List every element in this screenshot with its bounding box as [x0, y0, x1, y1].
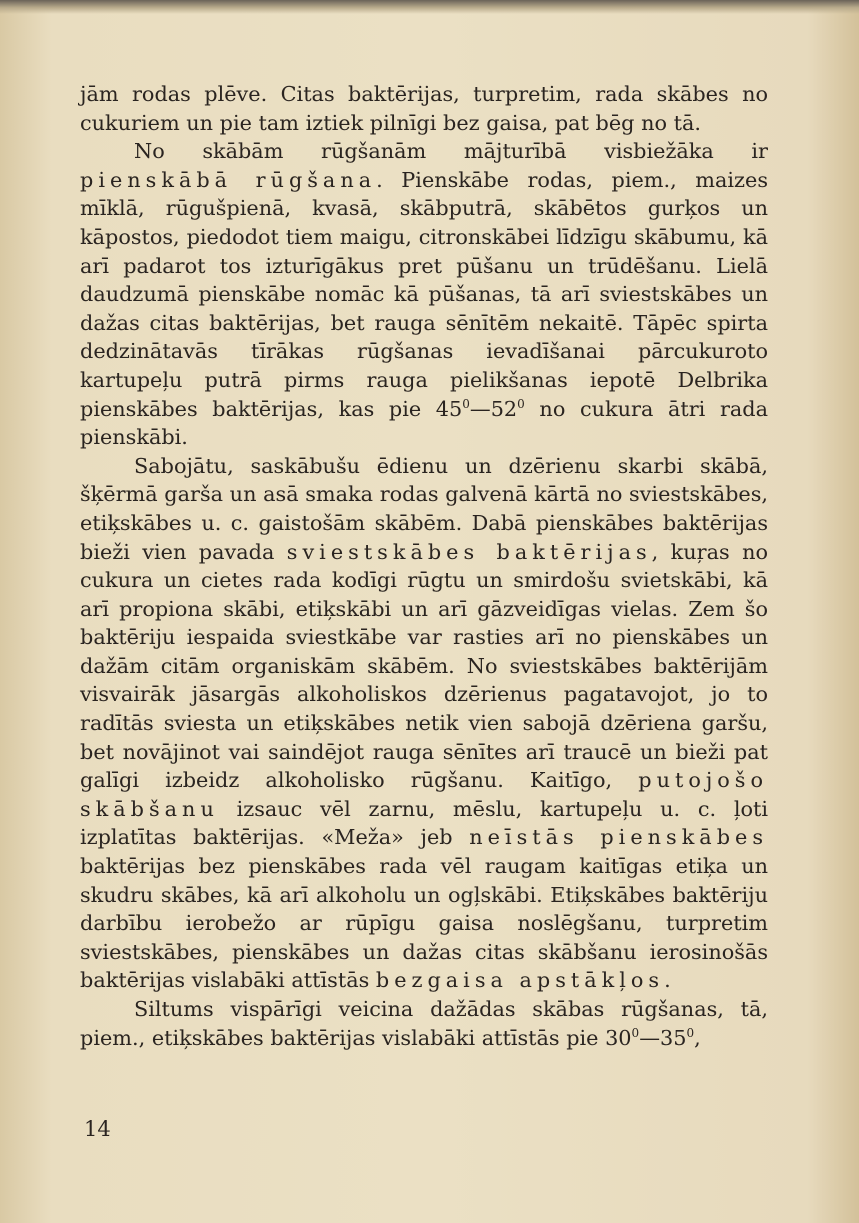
emphasized-term: putojošo skābšanu — [80, 768, 768, 821]
text-run: baktērijas bez pienskābes rada vēl raugam kaitīgas etiķa un skudru skābes, kā arī alkoholu un ogļskābi. Etiķskābes baktēriju darbību ierobežo ar rūpīgu gaisa noslēgšanu, turpretim sviestskābes, pienskābes un dažas citas skābšanu ierosinošās baktērijas vislabāki attīstās — [80, 854, 768, 993]
text-run: izsauc vēl zarnu, mēslu, kartupeļu u. c. ļoti izplatītas baktērijas. «Meža» jeb — [80, 796, 768, 850]
emphasized-term: neīstās pienskābes — [469, 825, 769, 850]
text-run: . — [664, 968, 671, 993]
text-run: . Pienskābe rodas, piem., maizes mīklā, rūgušpienā, kvasā, skābputrā, skābētos gurķos un kāpostos, piedodot tiem maigu, citronskābei līdzīgu skābumu, kā arī padarot tos izturīgākus pret pūšanu un trūdēšanu. Lielā daudzumā pienskābe nomāc kā pūšanas, tā arī sviestskābes un dažas citas baktērijas, bet rauga sēnītēm nekaitē. Tāpēc spirta dedzinātavās tīrākas rūgšanas ievadīšanai pārcukuroto kartupeļu putrā pirms rauga pielikšanas iepotē Delbrika pienskābes baktērijas, kas pie 45 — [80, 167, 768, 421]
text-run: , — [694, 1025, 701, 1050]
emphasized-term: pienskābā rūgšana — [80, 167, 377, 192]
paragraph — [80, 80, 768, 137]
page-top-edge — [0, 0, 859, 14]
page-number: 14 — [84, 1117, 111, 1141]
paragraph — [80, 452, 768, 995]
paragraph — [80, 137, 768, 452]
text-run: no cukura ātri rada pienskābi. — [80, 396, 768, 450]
emphasized-term: sviestskābes baktērijas — [286, 539, 652, 564]
text-run: No skābām rūgšanām mājturībā visbiežāka ir — [134, 139, 768, 164]
degree-superscript: 0 — [686, 1025, 695, 1040]
paragraph — [80, 995, 768, 1052]
degree-superscript: 0 — [631, 1025, 640, 1040]
body-text — [80, 80, 768, 1052]
text-run: jām rodas plēve. Citas baktērijas, turpretim, rada skābes no cukuriem un pie tam iztiek pilnīgi bez gaisa, pat bēg no tā. — [80, 82, 768, 135]
text-run: —35 — [639, 1025, 687, 1050]
degree-superscript: 0 — [462, 396, 470, 411]
text-run: Sabojātu, saskābušu ēdienu un dzērienu skarbi skābā, šķērmā garša un asā smaka rodas galvenā kārtā no sviestskābes, etiķskābes u. c. gaistošām skābēm. Dabā pienskābes baktērijas bieži vien pavada — [80, 453, 768, 564]
degree-superscript: 0 — [517, 396, 525, 411]
text-run: Siltums vispārīgi veicina dažādas skābas rūgšanas, tā, piem., etiķskābes baktērijas vislabāki attīstās pie 30 — [80, 997, 768, 1050]
emphasized-term: bezgaisa apstākļos — [375, 968, 665, 993]
text-run: —52 — [469, 396, 518, 421]
text-run: , kuŗas no cukura un cietes rada kodīgi rūgtu un smirdošu svietskābi, kā arī propiona skābi, etiķskābi un arī gāzveidīgas vielas. Zem šo baktēriju iespaida sviestkābe var rasties arī no pienskābes un dažām citām organiskām skābēm. No sviestskābes baktērijām visvairāk jāsargās alkoholiskos dzērienus pagatavojot, jo to radītās sviesta un etiķskābes netik vien sabojā dzēriena garšu, bet novājinot vai saindējot rauga sēnītes arī traucē un bieži pat galīgi izbeidz alkoholisko rūgšanu. Kaitīgo, — [80, 539, 768, 793]
